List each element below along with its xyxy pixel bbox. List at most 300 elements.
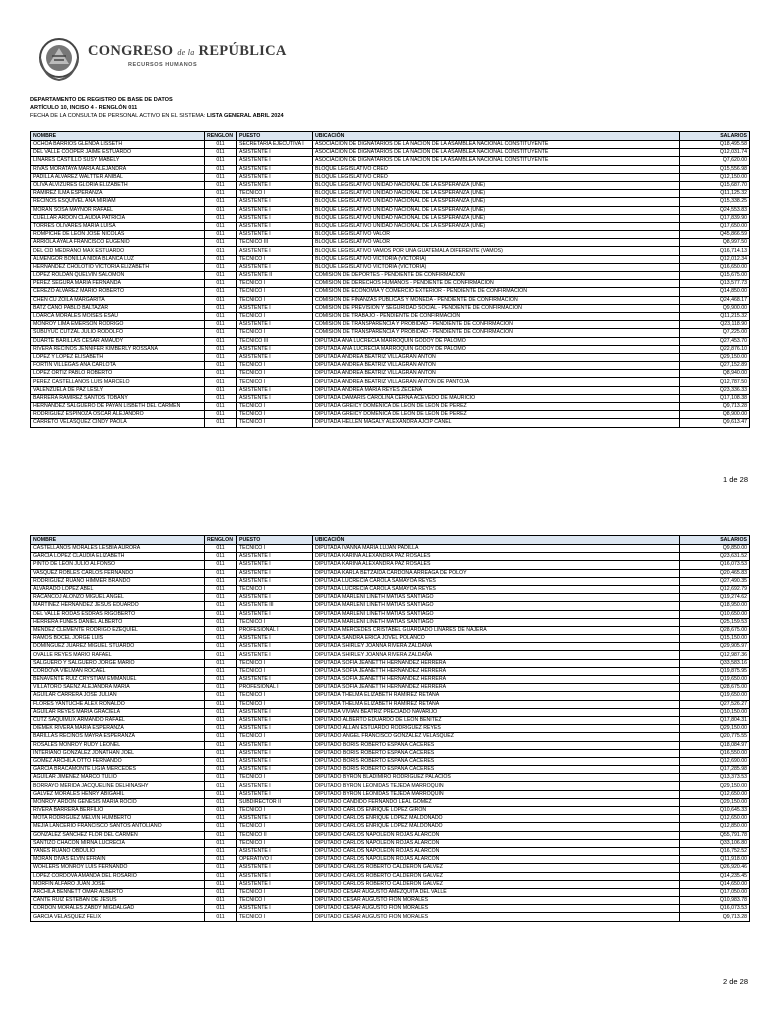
cell-salario: Q29,905.97 bbox=[680, 643, 750, 651]
cell-puesto: TECNICO I bbox=[237, 419, 313, 427]
cell-salario: Q19,650.00 bbox=[680, 676, 750, 684]
cell-renglon: 011 bbox=[205, 643, 237, 651]
table-row bbox=[31, 897, 750, 905]
cell-ubicacion: ASOCIACION DE DIGNATARIOS DE LA NACION DE LA ASAMBLEA NACIONAL CONSTITUYENTE bbox=[313, 141, 680, 149]
cell-ubicacion: COMISION DE DERECHOS HUMANOS - PENDIENTE DE CONFIRMACION bbox=[313, 280, 680, 288]
cell-nombre: RIVAS MORATAYA MARIA ALEJANDRA bbox=[31, 165, 205, 173]
cell-puesto: TECNICO I bbox=[237, 839, 313, 847]
cell-salario: Q18,084.97 bbox=[680, 741, 750, 749]
cell-nombre: AGUILAR REYES MARIA GRACIELA bbox=[31, 708, 205, 716]
table-row bbox=[31, 345, 750, 353]
cell-salario: Q12,850.00 bbox=[680, 823, 750, 831]
cell-renglon: 011 bbox=[205, 790, 237, 798]
cell-ubicacion: BLOQUE LEGISLATIVO VICTORIA (VICTORIA) bbox=[313, 255, 680, 263]
cell-renglon: 011 bbox=[205, 545, 237, 553]
header-ubicacion: UBICACIÓN bbox=[313, 132, 680, 141]
cell-ubicacion: DIPUTADO CARLOS NAPOLEON ROJAS ALARCON bbox=[313, 831, 680, 839]
table-row bbox=[31, 700, 750, 708]
cell-ubicacion: DIPUTADO BYRON LEONIDAS TEJEDA MARROQUIN bbox=[313, 782, 680, 790]
cell-ubicacion: DIPUTADA ANDREA BEATRIZ VILLAGRAN ANTON bbox=[313, 353, 680, 361]
table-row bbox=[31, 659, 750, 667]
cell-renglon: 011 bbox=[205, 700, 237, 708]
table-row bbox=[31, 214, 750, 222]
cell-ubicacion: BLOQUE LEGISLATIVO VAMOS POR UNA GUATEMALA DIFERENTE (VAMOS) bbox=[313, 247, 680, 255]
cell-renglon: 011 bbox=[205, 403, 237, 411]
table-row bbox=[31, 864, 750, 872]
table-row bbox=[31, 815, 750, 823]
cell-salario: Q17,650.00 bbox=[680, 222, 750, 230]
table-row bbox=[31, 222, 750, 230]
page-number: 2 de 28 bbox=[722, 977, 748, 986]
table-row bbox=[31, 782, 750, 790]
cell-renglon: 011 bbox=[205, 733, 237, 741]
cell-puesto: TECNICO I bbox=[237, 411, 313, 419]
table-row bbox=[31, 280, 750, 288]
cell-puesto: TECNICO I bbox=[237, 362, 313, 370]
cell-ubicacion: DIPUTADA KARINA ALEXANDRA PAZ ROSALES bbox=[313, 561, 680, 569]
cell-nombre: RAMOS BOCEL JORGE LUIS bbox=[31, 635, 205, 643]
table-row bbox=[31, 173, 750, 181]
cell-renglon: 011 bbox=[205, 312, 237, 320]
cell-renglon: 011 bbox=[205, 913, 237, 921]
cell-puesto: ASISTENTE I bbox=[237, 594, 313, 602]
table-row bbox=[31, 231, 750, 239]
cell-ubicacion: DIPUTADO CARLOS ROBERTO CALDERON GALVEZ bbox=[313, 880, 680, 888]
cell-ubicacion: DIPUTADA MARLENI LINETH MATIAS SANTIAGO bbox=[313, 610, 680, 618]
cell-nombre: INTERIANO GONZALEZ JONATHAN JOEL bbox=[31, 749, 205, 757]
cell-salario: Q33,583.16 bbox=[680, 659, 750, 667]
cell-puesto: ASISTENTE I bbox=[237, 231, 313, 239]
cell-puesto: ASISTENTE I bbox=[237, 569, 313, 577]
cell-renglon: 011 bbox=[205, 362, 237, 370]
cell-puesto: ASISTENTE I bbox=[237, 353, 313, 361]
table-row bbox=[31, 394, 750, 402]
cell-puesto: ASISTENTE I bbox=[237, 864, 313, 872]
cell-ubicacion: COMISION DE DEPORTES - PENDIENTE DE CONFIRMACION bbox=[313, 272, 680, 280]
cell-renglon: 011 bbox=[205, 411, 237, 419]
table-row bbox=[31, 602, 750, 610]
cell-nombre: DIEMEK RIVERA MARIA ESPERANZA bbox=[31, 725, 205, 733]
cell-renglon: 011 bbox=[205, 749, 237, 757]
cell-nombre: CHEN CU ZOILA MARGARITA bbox=[31, 296, 205, 304]
cell-renglon: 011 bbox=[205, 798, 237, 806]
header-puesto: PUESTO bbox=[237, 536, 313, 545]
table-row bbox=[31, 239, 750, 247]
cell-salario: Q9,850.00 bbox=[680, 545, 750, 553]
cell-nombre: GARCIA VELASQUEZ FELIX bbox=[31, 913, 205, 921]
cell-ubicacion: DIPUTADA MERCEDES CRISTABEL GUARDADO LINARES DE NAJERA bbox=[313, 626, 680, 634]
table-row bbox=[31, 757, 750, 765]
table-row bbox=[31, 386, 750, 394]
cell-ubicacion: DIPUTADO BORIS ROBERTO ESPAÑA CACERES bbox=[313, 757, 680, 765]
cell-nombre: HERRERA FUNES DANIEL ALBERTO bbox=[31, 618, 205, 626]
cell-nombre: SANTIZO CHACON MIRNA LUCRECIA bbox=[31, 839, 205, 847]
cell-puesto: PROFESIONAL I bbox=[237, 626, 313, 634]
cell-ubicacion: DIPUTADO BYRON BLADIMIRO RODRIGUEZ PALACIOS bbox=[313, 774, 680, 782]
cell-ubicacion: DIPUTADA SOFIA JEANETTH HERNANDEZ HERRERA bbox=[313, 676, 680, 684]
cell-puesto: TECNICO I bbox=[237, 378, 313, 386]
table-row bbox=[31, 618, 750, 626]
cell-puesto: ASISTENTE II bbox=[237, 272, 313, 280]
cell-renglon: 011 bbox=[205, 553, 237, 561]
cell-renglon: 011 bbox=[205, 255, 237, 263]
cell-nombre: ROSALES MONROY RUDY LEONEL bbox=[31, 741, 205, 749]
cell-nombre: HERNANDEZ CHOLOTIO VICTORIA ELIZABETH bbox=[31, 263, 205, 271]
table-row bbox=[31, 905, 750, 913]
cell-ubicacion: BLOQUE LEGISLATIVO CREO bbox=[313, 165, 680, 173]
cell-ubicacion: DIPUTADO ANGEL FRANCISCO GONZALEZ VELASQUEZ bbox=[313, 733, 680, 741]
cell-puesto: TECNICO I bbox=[237, 692, 313, 700]
cell-salario: Q16,752.52 bbox=[680, 847, 750, 855]
table-row bbox=[31, 667, 750, 675]
cell-nombre: MORAN DIVAS ELVIN EFRAIN bbox=[31, 856, 205, 864]
cell-ubicacion: DIPUTADA GREICY DOMENICA DE LEON DE LEON DE PEREZ bbox=[313, 411, 680, 419]
cell-puesto: TECNICO I bbox=[237, 545, 313, 553]
cell-renglon: 011 bbox=[205, 626, 237, 634]
cell-ubicacion: DIPUTADO CARLOS ENRIQUE LOPEZ GIRON bbox=[313, 807, 680, 815]
personnel-table-page-1 bbox=[30, 131, 750, 428]
cell-puesto: TECNICO I bbox=[237, 700, 313, 708]
cell-renglon: 011 bbox=[205, 651, 237, 659]
cell-nombre: MORAN SOSA MAYNOR RAFAEL bbox=[31, 206, 205, 214]
cell-renglon: 011 bbox=[205, 692, 237, 700]
cell-salario: Q17,804.31 bbox=[680, 716, 750, 724]
cell-renglon: 011 bbox=[205, 610, 237, 618]
cell-nombre: RECINOS ESQUIVEL ANA MIRIAM bbox=[31, 198, 205, 206]
table-row bbox=[31, 749, 750, 757]
cell-puesto: ASISTENTE I bbox=[237, 676, 313, 684]
cell-ubicacion: DIPUTADO CARLOS ROBERTO CALDERON GALVEZ bbox=[313, 864, 680, 872]
cell-salario: Q23,631.52 bbox=[680, 553, 750, 561]
cell-nombre: LOPEZ Y LOPEZ ELISABETH bbox=[31, 353, 205, 361]
cell-nombre: CORDON MORALES ZABDY MIGDALGAD bbox=[31, 905, 205, 913]
table-row bbox=[31, 149, 750, 157]
cell-ubicacion: BLOQUE LEGISLATIVO UNIDAD NACIONAL DE LA ESPERANZA (UNE) bbox=[313, 214, 680, 222]
cell-renglon: 011 bbox=[205, 676, 237, 684]
cell-salario: Q15,675.00 bbox=[680, 272, 750, 280]
cell-ubicacion: DIPUTADA THELMA ELIZABETH RAMIREZ RETANA bbox=[313, 700, 680, 708]
article-line: ARTÍCULO 10, INCISO 4 - RENGLÓN 011 bbox=[30, 105, 138, 111]
cell-nombre: YANES RUANO OBDULIO bbox=[31, 847, 205, 855]
cell-ubicacion: DIPUTADA LUCRECIA CAROLA SAMAYOA REYES bbox=[313, 577, 680, 585]
cell-nombre: CARRETO VELASQUEZ CINDY PAOLA bbox=[31, 419, 205, 427]
cell-salario: Q29,150.00 bbox=[680, 725, 750, 733]
cell-salario: Q15,150.00 bbox=[680, 635, 750, 643]
cell-puesto: ASISTENTE I bbox=[237, 345, 313, 353]
cell-ubicacion: BLOQUE LEGISLATIVO UNIDAD NACIONAL DE LA ESPERANZA (UNE) bbox=[313, 198, 680, 206]
table-row bbox=[31, 181, 750, 189]
cell-ubicacion: DIPUTADA SANDRA ERICA JOVEL POLANCO bbox=[313, 635, 680, 643]
cell-ubicacion: DIPUTADA LUCRECIA CAROLA SAMAYOA REYES bbox=[313, 585, 680, 593]
cell-nombre: HERNANDEZ SALGUERO DE PAYAN LISBETH DEL CARMEN bbox=[31, 403, 205, 411]
cell-ubicacion: DIPUTADA SHIRLEY JOANNA RIVERA ZALDAÑA bbox=[313, 651, 680, 659]
cell-puesto: SECRETARIA EJECUTIVA I bbox=[237, 141, 313, 149]
personnel-table-page-2 bbox=[30, 535, 750, 922]
table-row bbox=[31, 913, 750, 921]
cell-ubicacion: DIPUTADA HELLEN MAGALY ALEXANDRA AJCIP CANEL bbox=[313, 419, 680, 427]
logo-wordmark: CONGRESO de la REPÚBLICA bbox=[88, 43, 287, 59]
table-row bbox=[31, 839, 750, 847]
cell-salario: Q12,787.50 bbox=[680, 378, 750, 386]
cell-puesto: ASISTENTE I bbox=[237, 263, 313, 271]
cell-ubicacion: BLOQUE LEGISLATIVO CREO bbox=[313, 173, 680, 181]
table-row bbox=[31, 798, 750, 806]
cell-ubicacion: DIPUTADA ANDREA BEATRIZ VILLAGRAN ANTON bbox=[313, 362, 680, 370]
cell-puesto: ASISTENTE I bbox=[237, 577, 313, 585]
table-row bbox=[31, 157, 750, 165]
cell-nombre: RODRIGUEZ ESPINOZA OSCAR ALEJANDRO bbox=[31, 411, 205, 419]
cell-puesto: TECNICO III bbox=[237, 239, 313, 247]
cell-nombre: PEREZ SEGURA MARIA FERNANDA bbox=[31, 280, 205, 288]
cell-salario: Q14,235.45 bbox=[680, 872, 750, 880]
cell-puesto: ASISTENTE I bbox=[237, 643, 313, 651]
cell-renglon: 011 bbox=[205, 157, 237, 165]
cell-renglon: 011 bbox=[205, 181, 237, 189]
cell-ubicacion: COMISION DE TRABAJO - PENDIENTE DE CONFIRMACION bbox=[313, 312, 680, 320]
cell-ubicacion: BLOQUE LEGISLATIVO VALOR bbox=[313, 239, 680, 247]
cell-renglon: 011 bbox=[205, 905, 237, 913]
cell-nombre: AGUILAR CARRERA JOSE JULIAN bbox=[31, 692, 205, 700]
cell-puesto: ASISTENTE I bbox=[237, 214, 313, 222]
cell-nombre: CORDOVA VIELMAN ROCAEL bbox=[31, 667, 205, 675]
cell-renglon: 011 bbox=[205, 173, 237, 181]
table-row bbox=[31, 263, 750, 271]
cell-salario: Q15,687.70 bbox=[680, 181, 750, 189]
cell-ubicacion: DIPUTADA THELMA ELIZABETH RAMIREZ RETANA bbox=[313, 692, 680, 700]
cell-nombre: VASQUEZ ROBLES CARLOS FERNANDO bbox=[31, 569, 205, 577]
cell-salario: Q11,918.00 bbox=[680, 856, 750, 864]
cell-puesto: OPERATIVO I bbox=[237, 856, 313, 864]
cell-ubicacion: DIPUTADA ANDREA BEATRIZ VILLAGRAN ANTON bbox=[313, 370, 680, 378]
table-row bbox=[31, 676, 750, 684]
table-row bbox=[31, 403, 750, 411]
cell-ubicacion: DIPUTADO CESAR AUGUSTO FION MORALES bbox=[313, 905, 680, 913]
cell-nombre: RACANCOJ ALONZO MIGUEL ANGEL bbox=[31, 594, 205, 602]
cell-puesto: ASISTENTE I bbox=[237, 880, 313, 888]
cell-ubicacion: BLOQUE LEGISLATIVO UNIDAD NACIONAL DE LA ESPERANZA (UNE) bbox=[313, 181, 680, 189]
cell-ubicacion: DIPUTADA ANDREA MARIA REYES ZECEÑA bbox=[313, 386, 680, 394]
cell-renglon: 011 bbox=[205, 561, 237, 569]
cell-ubicacion: DIPUTADO CARLOS NAPOLEON ROJAS ALARCON bbox=[313, 847, 680, 855]
cell-puesto: ASISTENTE I bbox=[237, 610, 313, 618]
department-title: DEPARTAMENTO DE REGISTRO DE BASE DE DATOS bbox=[30, 97, 173, 103]
cell-puesto: ASISTENTE I bbox=[237, 749, 313, 757]
cell-salario: Q24,553.83 bbox=[680, 206, 750, 214]
cell-renglon: 011 bbox=[205, 394, 237, 402]
cell-renglon: 011 bbox=[205, 386, 237, 394]
cell-puesto: ASISTENTE I bbox=[237, 651, 313, 659]
cell-ubicacion: BLOQUE LEGISLATIVO UNIDAD NACIONAL DE LA ESPERANZA (UNE) bbox=[313, 190, 680, 198]
cell-renglon: 011 bbox=[205, 807, 237, 815]
cell-salario: Q12,031.74 bbox=[680, 149, 750, 157]
cell-renglon: 011 bbox=[205, 667, 237, 675]
cell-renglon: 011 bbox=[205, 782, 237, 790]
cell-salario: Q12,987.36 bbox=[680, 651, 750, 659]
cell-ubicacion: DIPUTADA VIVIAN BEATRIZ PRECIADO NAVARIJO bbox=[313, 708, 680, 716]
cell-renglon: 011 bbox=[205, 757, 237, 765]
cell-puesto: ASISTENTE I bbox=[237, 157, 313, 165]
cell-ubicacion: COMISION DE TRANSPARENCIA Y PROBIDAD - PENDIENTE DE CONFIRMACION bbox=[313, 321, 680, 329]
cell-puesto: ASISTENTE I bbox=[237, 782, 313, 790]
cell-salario: Q18,495.58 bbox=[680, 141, 750, 149]
cell-nombre: LOARCA MORALES MOISES ESAU bbox=[31, 312, 205, 320]
cell-salario: Q12,650.00 bbox=[680, 815, 750, 823]
cell-salario: Q17,050.00 bbox=[680, 888, 750, 896]
table-row bbox=[31, 362, 750, 370]
cell-nombre: CUTZ SAQUIMUX ARMANDO RAFAEL bbox=[31, 716, 205, 724]
cell-ubicacion: DIPUTADO CARLOS NAPOLEON ROJAS ALARCON bbox=[313, 839, 680, 847]
table-row bbox=[31, 370, 750, 378]
table-row bbox=[31, 790, 750, 798]
cell-puesto: TECNICO I bbox=[237, 733, 313, 741]
table-row bbox=[31, 329, 750, 337]
cell-renglon: 011 bbox=[205, 247, 237, 255]
cell-puesto: ASISTENTE I bbox=[237, 561, 313, 569]
query-date-line: FECHA DE LA CONSULTA DE PERSONAL ACTIVO EN EL SISTEMA: LISTA GENERAL ABRIL 2024 bbox=[30, 113, 284, 119]
cell-nombre: DEL CID MEDRANO MAX ESTUARDO bbox=[31, 247, 205, 255]
cell-puesto: ASISTENTE I bbox=[237, 790, 313, 798]
cell-nombre: ARRIOLA AYALA FRANCISCO EUGENIO bbox=[31, 239, 205, 247]
cell-puesto: TECNICO I bbox=[237, 255, 313, 263]
cell-puesto: ASISTENTE I bbox=[237, 766, 313, 774]
table-row bbox=[31, 635, 750, 643]
cell-ubicacion: COMISION DE FINANZAS PUBLICAS Y MONEDA - PENDIENTE DE CONFIRMACION bbox=[313, 296, 680, 304]
cell-puesto: TECNICO I bbox=[237, 296, 313, 304]
cell-renglon: 011 bbox=[205, 716, 237, 724]
cell-puesto: ASISTENTE I bbox=[237, 905, 313, 913]
cell-salario: Q17,285.98 bbox=[680, 766, 750, 774]
cell-nombre: MENDEZ CLEMENTE RODRIGO EZEQUIEL bbox=[31, 626, 205, 634]
table-row bbox=[31, 337, 750, 345]
cell-salario: Q19,274.62 bbox=[680, 594, 750, 602]
cell-salario: Q11,125.32 bbox=[680, 190, 750, 198]
cell-puesto: TECNICO I bbox=[237, 585, 313, 593]
cell-ubicacion: DIPUTADA SOFIA JEANETTH HERNANDEZ HERRERA bbox=[313, 684, 680, 692]
table-row bbox=[31, 561, 750, 569]
table-row bbox=[31, 411, 750, 419]
cell-salario: Q8,997.50 bbox=[680, 239, 750, 247]
cell-salario: Q29,150.00 bbox=[680, 798, 750, 806]
cell-salario: Q16,073.53 bbox=[680, 561, 750, 569]
cell-puesto: ASISTENTE I bbox=[237, 173, 313, 181]
cell-nombre: CANTE RUIZ ESTEBAN DE JESUS bbox=[31, 897, 205, 905]
cell-salario: Q9,613.47 bbox=[680, 419, 750, 427]
cell-renglon: 011 bbox=[205, 206, 237, 214]
cell-salario: Q8,940.00 bbox=[680, 370, 750, 378]
cell-nombre: RODRIGUEZ RUANO HIMMER BRANDO bbox=[31, 577, 205, 585]
cell-ubicacion: ASOCIACION DE DIGNATARIOS DE LA NACION DE LA ASAMBLEA NACIONAL CONSTITUYENTE bbox=[313, 157, 680, 165]
cell-renglon: 011 bbox=[205, 880, 237, 888]
cell-renglon: 011 bbox=[205, 345, 237, 353]
cell-renglon: 011 bbox=[205, 321, 237, 329]
table-row bbox=[31, 774, 750, 782]
cell-ubicacion: COMISION DE TRANSPARENCIA Y PROBIDAD - PENDIENTE DE CONFIRMACION bbox=[313, 329, 680, 337]
cell-salario: Q45,866.59 bbox=[680, 231, 750, 239]
cell-nombre: BORRAYO MERIDA JACQUELINE DELHINASHY bbox=[31, 782, 205, 790]
cell-salario: Q23,118.90 bbox=[680, 321, 750, 329]
cell-salario: Q14,850.00 bbox=[680, 288, 750, 296]
cell-salario: Q12,650.00 bbox=[680, 790, 750, 798]
cell-nombre: RAMIREZ ILMA ESPERANZA bbox=[31, 190, 205, 198]
cell-puesto: ASISTENTE I bbox=[237, 394, 313, 402]
cell-puesto: TECNICO III bbox=[237, 337, 313, 345]
cell-puesto: TECNICO I bbox=[237, 280, 313, 288]
cell-nombre: OLIVA ALVIZURES GLORIA ELIZABETH bbox=[31, 181, 205, 189]
cell-salario: Q27,490.35 bbox=[680, 577, 750, 585]
cell-nombre: GARCIA LOPEZ CLAUDIA ELIZABETH bbox=[31, 553, 205, 561]
cell-puesto: ASISTENTE I bbox=[237, 741, 313, 749]
cell-salario: Q19,875.95 bbox=[680, 667, 750, 675]
cell-puesto: ASISTENTE I bbox=[237, 716, 313, 724]
cell-nombre: SUBUYUC CUTZAL JULIO RODOLFO bbox=[31, 329, 205, 337]
cell-salario: Q15,338.25 bbox=[680, 198, 750, 206]
cell-ubicacion: DIPUTADA SOFIA JEANETTH HERNANDEZ HERRERA bbox=[313, 667, 680, 675]
cell-nombre: FLORES YANTUCHE ALEX RONALDO bbox=[31, 700, 205, 708]
header-salarios: SALARIOS bbox=[680, 132, 750, 141]
cell-renglon: 011 bbox=[205, 569, 237, 577]
cell-salario: Q20,465.83 bbox=[680, 569, 750, 577]
cell-renglon: 011 bbox=[205, 659, 237, 667]
cell-salario: Q29,150.00 bbox=[680, 782, 750, 790]
header-renglon: RENGLON bbox=[205, 132, 237, 141]
cell-salario: Q17,108.38 bbox=[680, 394, 750, 402]
table-row bbox=[31, 766, 750, 774]
table-header-row bbox=[31, 536, 750, 545]
header-renglon: RENGLON bbox=[205, 536, 237, 545]
cell-renglon: 011 bbox=[205, 222, 237, 230]
cell-renglon: 011 bbox=[205, 288, 237, 296]
cell-ubicacion: DIPUTADA SOFIA JEANETTH HERNANDEZ HERRERA bbox=[313, 659, 680, 667]
cell-nombre: DOMINGUEZ JUAREZ MIGUEL STUARDO bbox=[31, 643, 205, 651]
cell-puesto: TECNICO I bbox=[237, 370, 313, 378]
cell-nombre: CUELLAR ARDON CLAUDIA PATRICIA bbox=[31, 214, 205, 222]
cell-nombre: BATZ CANO PABLO BALTAZAR bbox=[31, 304, 205, 312]
cell-salario: Q12,692.79 bbox=[680, 585, 750, 593]
cell-nombre: BENAVENTE RUIZ CRYSTIAM EMMANUEL bbox=[31, 676, 205, 684]
cell-nombre: CASTELLANOS MORALES LESBIA AURORA bbox=[31, 545, 205, 553]
cell-renglon: 011 bbox=[205, 165, 237, 173]
table-row bbox=[31, 165, 750, 173]
cell-salario: Q12,150.00 bbox=[680, 173, 750, 181]
cell-puesto: ASISTENTE I bbox=[237, 206, 313, 214]
cell-renglon: 011 bbox=[205, 378, 237, 386]
cell-puesto: TECNICO I bbox=[237, 329, 313, 337]
cell-salario: Q12,012.34 bbox=[680, 255, 750, 263]
header-nombre: NOMBRE bbox=[31, 536, 205, 545]
cell-nombre: LOPEZ ORTIZ PABLO ROBERTO bbox=[31, 370, 205, 378]
table-row bbox=[31, 872, 750, 880]
cell-ubicacion: DIPUTADA DAMARIS CAROLINA CERNA ACEVEDO DE MAURICIO bbox=[313, 394, 680, 402]
cell-nombre: GOMEZ ARCHILA OTTO FERNANDO bbox=[31, 757, 205, 765]
header-puesto: PUESTO bbox=[237, 132, 313, 141]
cell-ubicacion: DIPUTADO BYRON LEONIDAS TEJEDA MARROQUIN bbox=[313, 790, 680, 798]
table-row bbox=[31, 312, 750, 320]
table-row bbox=[31, 643, 750, 651]
cell-salario: Q23,336.33 bbox=[680, 386, 750, 394]
cell-puesto: ASISTENTE I bbox=[237, 815, 313, 823]
cell-renglon: 011 bbox=[205, 198, 237, 206]
cell-renglon: 011 bbox=[205, 725, 237, 733]
cell-salario: Q18,950.00 bbox=[680, 602, 750, 610]
cell-nombre: VILLATORO SAENZ ALEJANDRA MARIA bbox=[31, 684, 205, 692]
cell-salario: Q7,620.00 bbox=[680, 157, 750, 165]
cell-nombre: DUARTE BARILLAS CESAR AMAUDY bbox=[31, 337, 205, 345]
cell-salario: Q9,713.28 bbox=[680, 913, 750, 921]
cell-nombre: MONROY ARDON GENESIS MARIA ROCIO bbox=[31, 798, 205, 806]
cell-renglon: 011 bbox=[205, 594, 237, 602]
cell-renglon: 011 bbox=[205, 239, 237, 247]
table-row bbox=[31, 807, 750, 815]
